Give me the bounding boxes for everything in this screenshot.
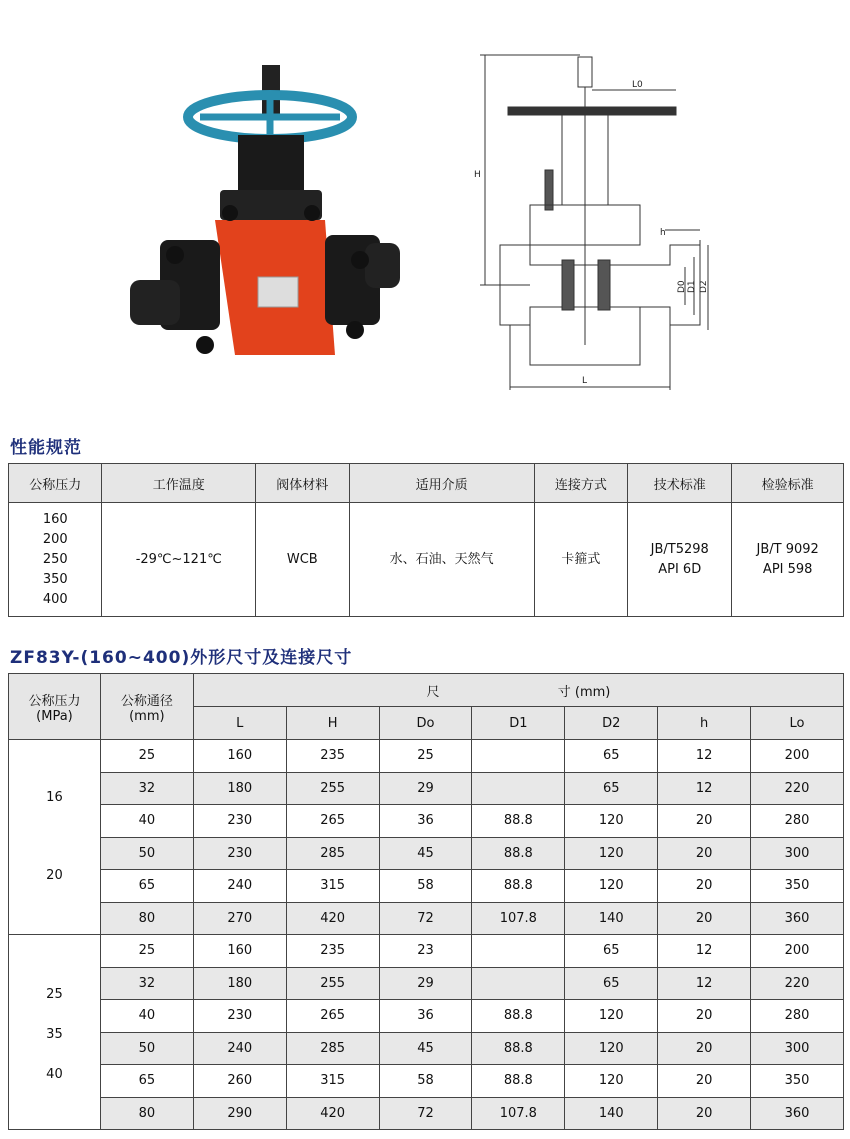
- dimension-cell: 120: [565, 805, 658, 838]
- diameter-cell: 40: [100, 805, 193, 838]
- dimension-cell: 235: [286, 935, 379, 968]
- dimension-cell: 65: [565, 772, 658, 805]
- pressure-group-label: 25: [46, 987, 63, 1002]
- dimension-cell: 255: [286, 967, 379, 1000]
- dimension-cell: 65: [565, 935, 658, 968]
- dimension-cell: 20: [658, 1000, 751, 1033]
- dimension-cell: 300: [751, 1032, 844, 1065]
- spec-header: 检验标准: [732, 464, 844, 503]
- diameter-cell: 32: [100, 967, 193, 1000]
- header-size: [193, 674, 843, 707]
- spec-header: 适用介质: [349, 464, 534, 503]
- dimension-cell: 180: [193, 967, 286, 1000]
- header-diameter: [100, 674, 193, 740]
- dimension-cell: 360: [751, 902, 844, 935]
- dimension-cell: 420: [286, 1097, 379, 1130]
- diameter-cell: 32: [100, 772, 193, 805]
- label-h: H: [474, 170, 481, 180]
- header-text: (mm): [129, 708, 165, 724]
- dimension-cell: 260: [193, 1065, 286, 1098]
- dimension-cell: 36: [379, 805, 472, 838]
- dimension-cell: 420: [286, 902, 379, 935]
- dimension-cell: 240: [193, 1032, 286, 1065]
- dimension-cell: 220: [751, 772, 844, 805]
- spec-pressures: [9, 503, 102, 617]
- diameter-cell: 25: [100, 935, 193, 968]
- label-d1: D1: [687, 280, 697, 293]
- col-header-d1: D1: [472, 707, 565, 740]
- spec-header-row: [9, 464, 844, 503]
- label-d0: D0: [677, 280, 687, 293]
- spec-medium: 水、石油、天然气: [349, 503, 534, 617]
- dimension-cell: 285: [286, 1032, 379, 1065]
- dimension-cell: 88.8: [472, 805, 565, 838]
- dimension-cell: 230: [193, 805, 286, 838]
- dimension-cell: 29: [379, 772, 472, 805]
- table-row: [9, 1000, 844, 1033]
- dimension-cell: 300: [751, 837, 844, 870]
- diameter-cell: 80: [100, 902, 193, 935]
- dimension-cell: [472, 772, 565, 805]
- dimension-cell: 180: [193, 772, 286, 805]
- spec-tech-standard: [628, 503, 732, 617]
- col-header-h: H: [286, 707, 379, 740]
- pressure-value: 200: [42, 531, 68, 547]
- header-pressure: [9, 674, 101, 740]
- dimension-cell: 65: [565, 740, 658, 773]
- pressure-group-cell: [9, 935, 101, 1130]
- label-hs: h: [660, 228, 666, 238]
- diameter-cell: 80: [100, 1097, 193, 1130]
- dimension-cell: 88.8: [472, 1065, 565, 1098]
- dimension-cell: 88.8: [472, 870, 565, 903]
- dimension-cell: 140: [565, 1097, 658, 1130]
- pressure-value: 400: [42, 591, 68, 607]
- dimension-table: [8, 673, 844, 1130]
- col-header-do: Do: [379, 707, 472, 740]
- dimension-cell: 350: [751, 1065, 844, 1098]
- spec-row: [9, 503, 844, 617]
- diameter-cell: 50: [100, 1032, 193, 1065]
- dimension-cell: 45: [379, 1032, 472, 1065]
- spec-table: [8, 463, 844, 617]
- header-text: 寸 (mm): [557, 684, 611, 700]
- section-title-dimensions: ZF83Y-(160~400)外形尺寸及连接尺寸: [10, 648, 353, 668]
- table-row: [9, 935, 844, 968]
- table-row: [9, 967, 844, 1000]
- diameter-cell: 65: [100, 870, 193, 903]
- valve-photo: [120, 55, 420, 375]
- dim-header-row: [9, 674, 844, 707]
- dimension-cell: 140: [565, 902, 658, 935]
- table-row: [9, 1032, 844, 1065]
- dimension-cell: 315: [286, 1065, 379, 1098]
- dimension-cell: 107.8: [472, 902, 565, 935]
- dimension-cell: 65: [565, 967, 658, 1000]
- pressure-group-label: 40: [46, 1067, 63, 1082]
- label-d2: D2: [699, 280, 709, 293]
- dimension-cell: 20: [658, 902, 751, 935]
- pressure-group-label: 20: [46, 868, 63, 883]
- label-l: L: [582, 376, 588, 386]
- spec-material: WCB: [256, 503, 349, 617]
- dimension-cell: 12: [658, 935, 751, 968]
- dimension-cell: 20: [658, 1032, 751, 1065]
- dimension-cell: 360: [751, 1097, 844, 1130]
- diameter-cell: 65: [100, 1065, 193, 1098]
- dimension-cell: 255: [286, 772, 379, 805]
- diameter-cell: 40: [100, 1000, 193, 1033]
- standard-value: API 598: [762, 561, 813, 577]
- table-row: [9, 902, 844, 935]
- dimension-cell: 20: [658, 837, 751, 870]
- dimension-cell: 23: [379, 935, 472, 968]
- dimension-cell: 88.8: [472, 1000, 565, 1033]
- diameter-cell: 50: [100, 837, 193, 870]
- dimension-cell: 230: [193, 1000, 286, 1033]
- dimension-cell: 88.8: [472, 837, 565, 870]
- dimension-cell: 120: [565, 837, 658, 870]
- spec-header: 技术标准: [628, 464, 732, 503]
- dimension-cell: 45: [379, 837, 472, 870]
- pressure-value: 250: [42, 551, 68, 567]
- dimension-cell: [472, 935, 565, 968]
- spec-header: 公称压力: [9, 464, 102, 503]
- dimension-cell: 20: [658, 805, 751, 838]
- valve-drawing: [470, 45, 730, 395]
- table-row: [9, 1097, 844, 1130]
- dimension-cell: 200: [751, 935, 844, 968]
- dimension-cell: 12: [658, 772, 751, 805]
- header-text: 尺: [426, 684, 440, 700]
- pressure-value: 160: [42, 511, 68, 527]
- dimension-cell: 235: [286, 740, 379, 773]
- dimension-cell: [472, 967, 565, 1000]
- table-row: [9, 772, 844, 805]
- col-header-hh: h: [658, 707, 751, 740]
- dimension-cell: 25: [379, 740, 472, 773]
- dimension-cell: 120: [565, 1032, 658, 1065]
- dimension-cell: 12: [658, 967, 751, 1000]
- dimension-cell: 20: [658, 870, 751, 903]
- dimension-cell: 220: [751, 967, 844, 1000]
- section-title-spec: 性能规范: [10, 438, 82, 458]
- dimension-cell: 315: [286, 870, 379, 903]
- dimension-cell: 120: [565, 1065, 658, 1098]
- dimension-cell: 58: [379, 870, 472, 903]
- dimension-cell: 20: [658, 1097, 751, 1130]
- dimension-cell: 290: [193, 1097, 286, 1130]
- table-row: [9, 1065, 844, 1098]
- label-l0: L0: [632, 80, 643, 90]
- dimension-cell: 72: [379, 1097, 472, 1130]
- table-row: [9, 837, 844, 870]
- dimension-cell: 20: [658, 1065, 751, 1098]
- pressure-group-label: 16: [46, 790, 63, 805]
- standard-value: JB/T 9092: [756, 541, 819, 557]
- dimension-cell: 120: [565, 870, 658, 903]
- col-header-l: L: [193, 707, 286, 740]
- dimension-cell: 350: [751, 870, 844, 903]
- header-text: 公称通径: [120, 693, 173, 709]
- dimension-cell: 160: [193, 740, 286, 773]
- dimension-cell: 29: [379, 967, 472, 1000]
- dimension-cell: 240: [193, 870, 286, 903]
- dimension-cell: 107.8: [472, 1097, 565, 1130]
- dimension-cell: 160: [193, 935, 286, 968]
- dimension-cell: 280: [751, 805, 844, 838]
- spec-temperature: -29℃~121℃: [102, 503, 256, 617]
- pressure-group-cell: [9, 740, 101, 935]
- header-text: (MPa): [36, 708, 73, 724]
- dimension-cell: 230: [193, 837, 286, 870]
- standard-value: API 6D: [658, 561, 702, 577]
- dimension-cell: 88.8: [472, 1032, 565, 1065]
- dimension-cell: 285: [286, 837, 379, 870]
- standard-value: JB/T5298: [650, 541, 709, 557]
- diameter-cell: 25: [100, 740, 193, 773]
- pressure-value: 350: [42, 571, 68, 587]
- table-row: [9, 805, 844, 838]
- dimension-cell: 58: [379, 1065, 472, 1098]
- dimension-cell: 265: [286, 805, 379, 838]
- spec-header: 工作温度: [102, 464, 256, 503]
- dimension-cell: 36: [379, 1000, 472, 1033]
- spec-header: 连接方式: [534, 464, 627, 503]
- dimension-cell: [472, 740, 565, 773]
- col-header-d2: D2: [565, 707, 658, 740]
- dimension-cell: 280: [751, 1000, 844, 1033]
- header-text: 公称压力: [28, 693, 81, 709]
- table-row: [9, 870, 844, 903]
- table-row: [9, 740, 844, 773]
- pressure-group-label: 35: [46, 1027, 63, 1042]
- col-header-lo: Lo: [751, 707, 844, 740]
- dimension-cell: 200: [751, 740, 844, 773]
- spec-connection: 卡箍式: [534, 503, 627, 617]
- spec-inspection-standard: [732, 503, 844, 617]
- dimension-cell: 12: [658, 740, 751, 773]
- dimension-cell: 120: [565, 1000, 658, 1033]
- spec-header: 阀体材料: [256, 464, 349, 503]
- dimension-cell: 72: [379, 902, 472, 935]
- dimension-cell: 270: [193, 902, 286, 935]
- dimension-cell: 265: [286, 1000, 379, 1033]
